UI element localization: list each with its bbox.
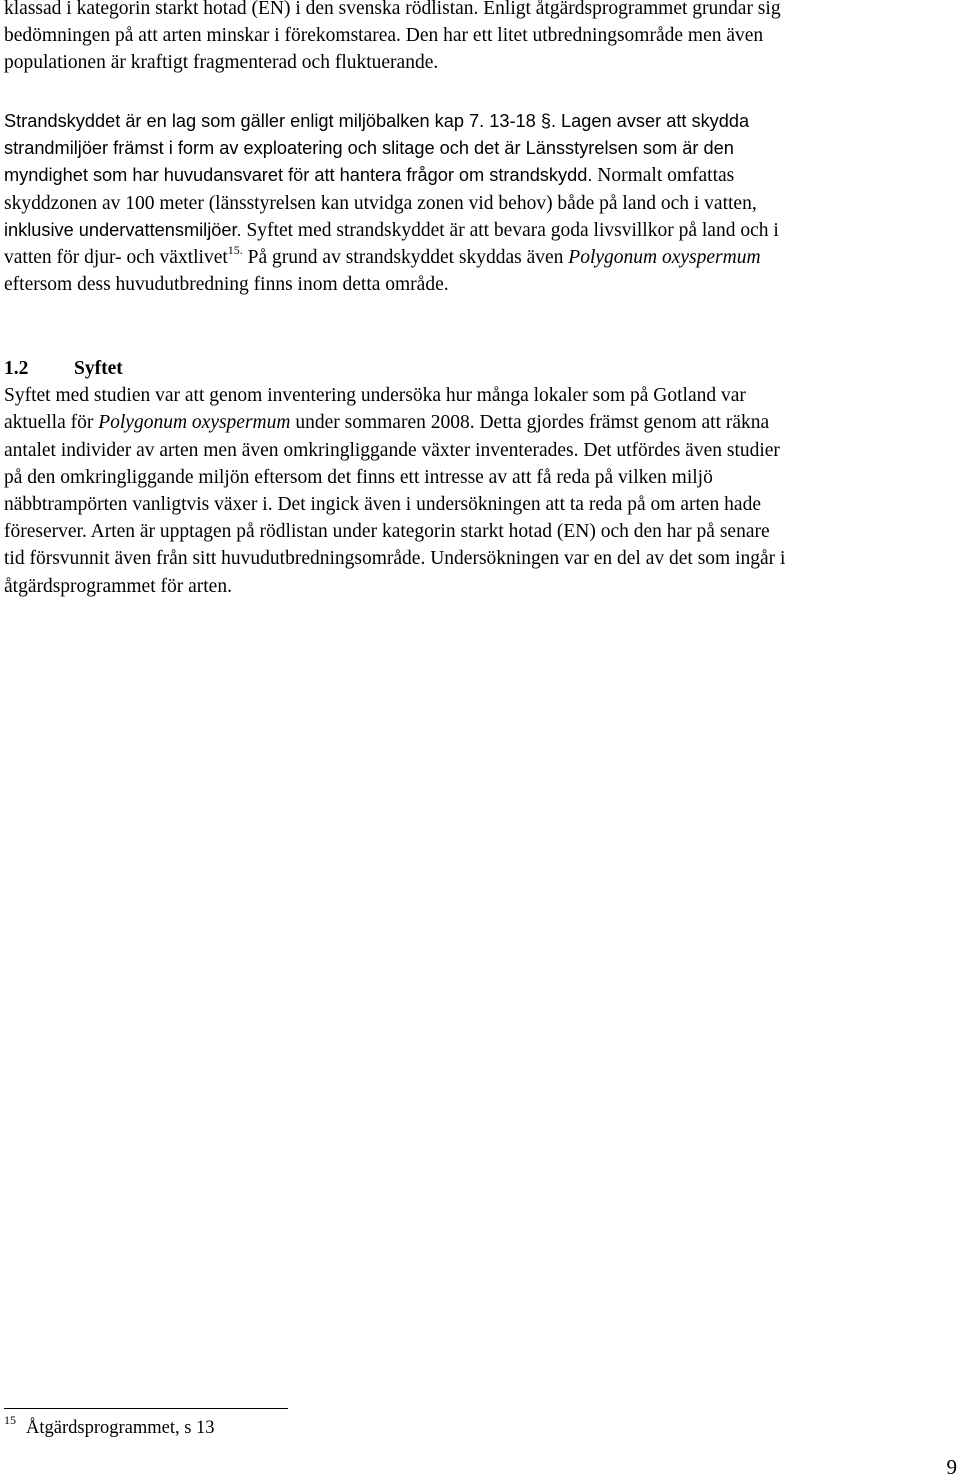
text-line: populationen är kraftigt fragmenterad och fluktuerande. bbox=[4, 52, 439, 74]
paragraph-strandskydd bbox=[4, 108, 957, 298]
paragraph-rodlista bbox=[4, 0, 957, 77]
section-syftet bbox=[4, 355, 957, 600]
text-line: bedömningen på att arten minskar i förekomstarea. Den har ett litet utbredningsområde men även bbox=[4, 25, 764, 47]
text-line: vatten för djur- och växtlivet bbox=[4, 247, 228, 269]
footnote-divider bbox=[4, 1408, 288, 1409]
footnote-text: Åtgärdsprogrammet, s 13 bbox=[26, 1418, 215, 1438]
text-line: Syftet med strandskyddet är att bevara goda livsvillkor på land och i bbox=[241, 219, 779, 241]
text-line: på den omkringliggande miljön eftersom det finns ett intresse av att få reda på vilken miljö bbox=[4, 466, 713, 488]
text-line: föreserver. Arten är upptagen på rödlistan under kategorin starkt hotad (EN) och den har på senare bbox=[4, 521, 770, 543]
species-name: Polygonum oxyspermum bbox=[568, 247, 761, 269]
text-line: Normalt omfattas bbox=[592, 165, 735, 187]
section-number: 1.2 bbox=[4, 358, 29, 379]
text-line: tid försvunnit även från sitt huvudutbredningsområde. Undersökningen var en del av det som ingår i bbox=[4, 548, 786, 570]
section-heading bbox=[4, 355, 957, 382]
text-line: På grund av strandskyddet skyddas även bbox=[242, 247, 569, 269]
footnote-reference[interactable]: 15. bbox=[227, 243, 243, 258]
species-name: Polygonum oxyspermum bbox=[98, 412, 291, 434]
text-line: under sommaren 2008. Detta gjordes främst genom att räkna bbox=[290, 412, 770, 434]
text-line: Syftet med studien var att genom inventering undersöka hur många lokaler som på Gotland var bbox=[4, 385, 746, 407]
page-number: 9 bbox=[946, 1455, 957, 1479]
text-line: eftersom dess huvudutbredning finns inom detta område. bbox=[4, 274, 449, 296]
text-line: antalet individer av arten men även omkringliggande växter inventerades. Det utfördes även studier bbox=[4, 439, 780, 461]
text-line: myndighet som har huvudansvaret för att hantera frågor om strandskydd. bbox=[4, 165, 593, 186]
section-title: Syftet bbox=[74, 358, 123, 379]
text-line: åtgärdsprogrammet för arten. bbox=[4, 575, 232, 597]
footnote: 15 Åtgärdsprogrammet, s 13 bbox=[4, 1413, 215, 1438]
text-line: strandmiljöer främst i form av exploatering och slitage och det är Länsstyrelsen som är den bbox=[4, 138, 734, 159]
text-line: Strandskyddet är en lag som gäller enligt miljöbalken kap 7. 13-18 §. Lagen avser att skydda bbox=[4, 111, 750, 131]
text-line: aktuella för bbox=[4, 412, 99, 434]
text-line: näbbtrampörten vanligtvis växer i. Det ingick även i undersökningen att ta reda på om arten hade bbox=[4, 494, 761, 516]
text-line: klassad i kategorin starkt hotad (EN) i den svenska rödlistan. Enligt åtgärdsprogrammet grundar sig bbox=[4, 0, 781, 19]
text-line: inklusive undervattensmiljöer. bbox=[4, 219, 242, 240]
text-line: skyddzonen av 100 meter (länsstyrelsen kan utvidga zonen vid behov) både på land och i vatten, bbox=[4, 192, 757, 214]
